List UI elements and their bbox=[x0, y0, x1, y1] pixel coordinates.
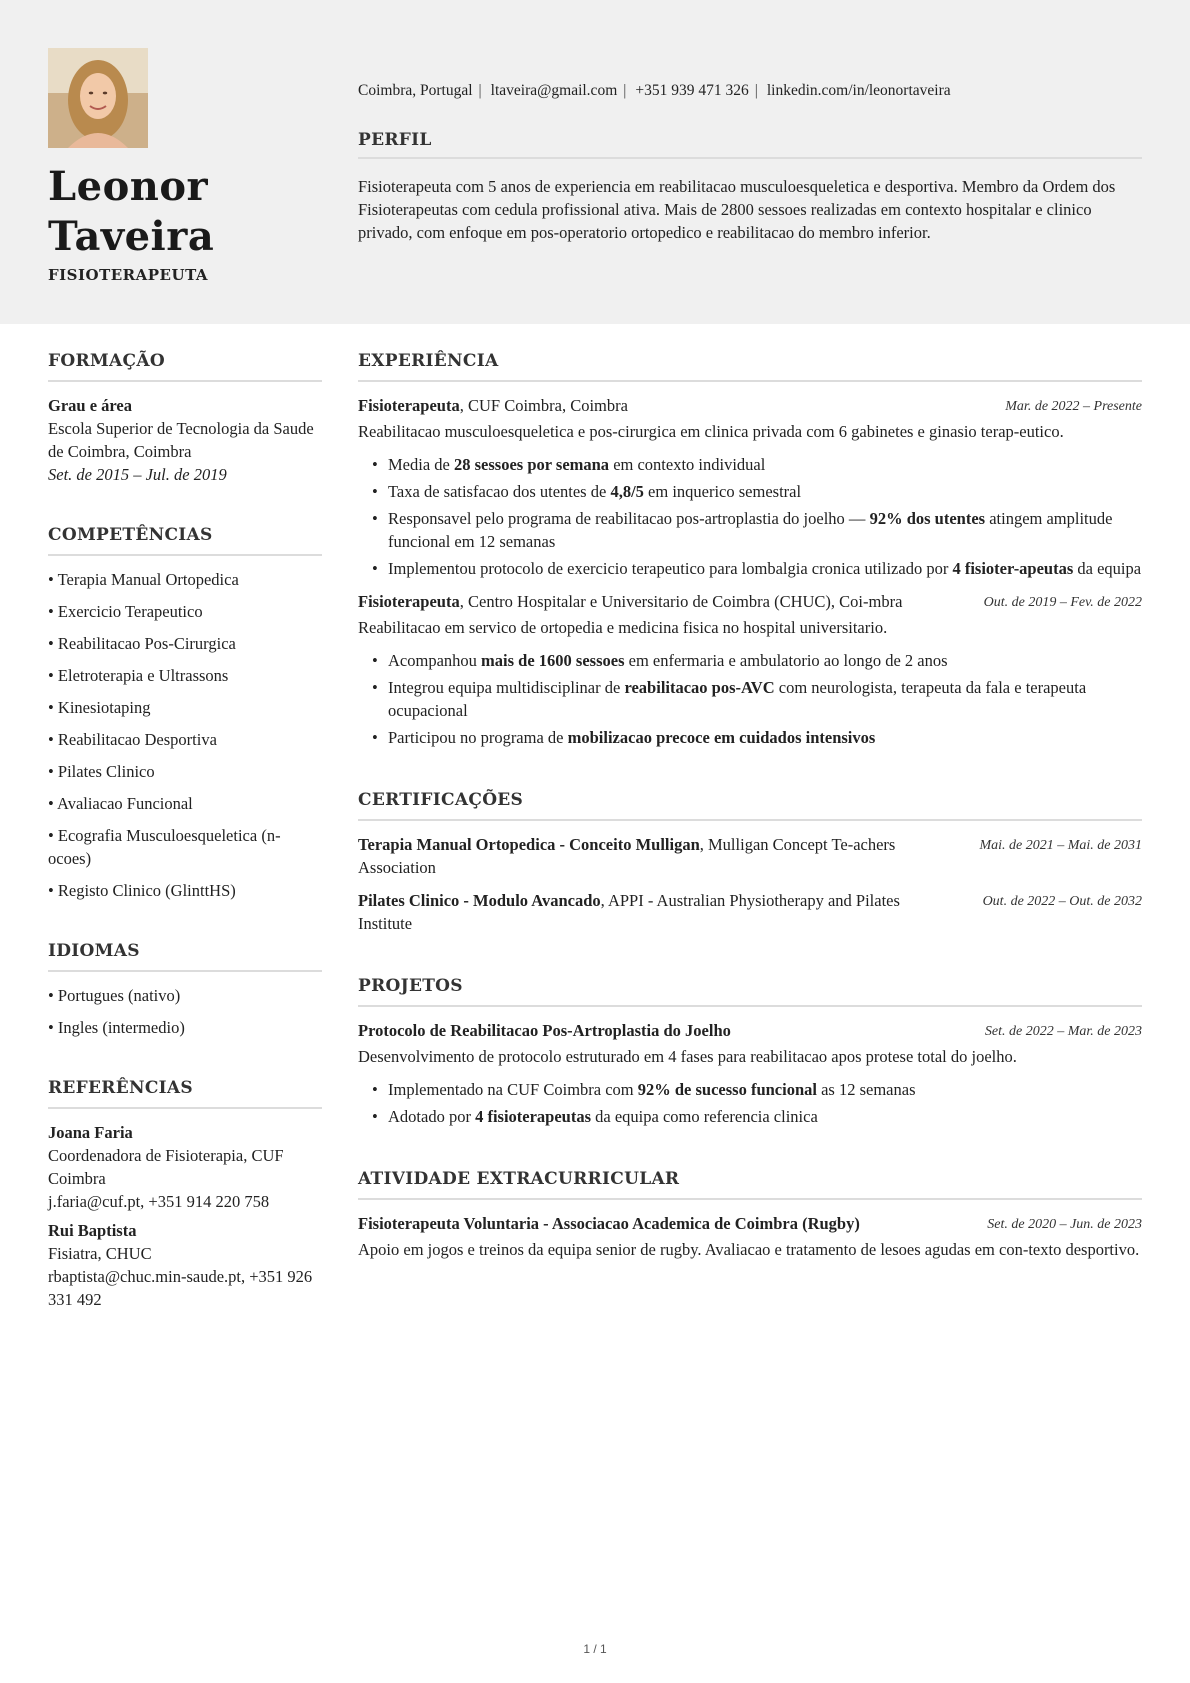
certifications-title: CERTIFICAÇÕES bbox=[358, 789, 1142, 821]
experience-dates: Out. de 2019 – Fev. de 2022 bbox=[983, 595, 1142, 610]
extracurricular-entry bbox=[358, 1212, 1142, 1261]
extracurricular-title: ATIVIDADE EXTRACURRICULAR bbox=[358, 1168, 1142, 1200]
reference-name: Rui Baptista bbox=[48, 1221, 137, 1240]
contact-location: Coimbra, Portugal bbox=[358, 82, 473, 99]
bullet-item: • Taxa de satisfacao dos utentes de 4,8/5 em inquerico semestral bbox=[372, 480, 1142, 503]
bullet-item: • Implementou protocolo de exercicio terapeutico para lombalgia cronica utilizado por 4 fisioter-apeutas da equipa bbox=[372, 557, 1142, 580]
contact-separator: | bbox=[478, 82, 482, 99]
languages-list bbox=[48, 984, 322, 1039]
name-first: Leonor bbox=[48, 163, 209, 210]
experience-bullets bbox=[372, 453, 1142, 580]
header bbox=[0, 0, 1190, 324]
project-desc: Desenvolvimento de protocolo estruturado em 4 fases para reabilitacao apos protese total do joelho. bbox=[358, 1047, 1017, 1066]
education-school: Escola Superior de Tecnologia da Saude de Coimbra, Coimbra bbox=[48, 419, 314, 461]
skill-item: • Reabilitacao Desportiva bbox=[48, 728, 322, 751]
bullet-item: • Integrou equipa multidisciplinar de reabilitacao pos-AVC com neurologista, terapeuta da fala e terapeuta ocupacional bbox=[372, 676, 1142, 722]
portrait-image bbox=[48, 48, 148, 148]
skill-item: • Pilates Clinico bbox=[48, 760, 322, 783]
certification-org: , APPI - Australian Physiotherapy and Pilates Institute bbox=[358, 891, 900, 933]
certification-name: Terapia Manual Ortopedica - Conceito Mulligan bbox=[358, 835, 700, 854]
bullet-item: • Media de 28 sessoes por semana em contexto individual bbox=[372, 453, 1142, 476]
contact-line bbox=[358, 82, 951, 100]
extracurricular-desc: Apoio em jogos e treinos da equipa senior de rugby. Avaliacao e tratamento de lesoes agudas em con-texto desportivo. bbox=[358, 1240, 1140, 1259]
contact-phone: +351 939 471 326 bbox=[635, 82, 749, 99]
certification-entry bbox=[358, 889, 1142, 935]
languages-title: IDIOMAS bbox=[48, 940, 322, 972]
education-degree: Grau e área bbox=[48, 396, 133, 415]
project-entry bbox=[358, 1019, 1142, 1128]
certifications-section bbox=[358, 789, 1142, 935]
skill-item: • Reabilitacao Pos-Cirurgica bbox=[48, 632, 322, 655]
experience-desc: Reabilitacao musculoesqueletica e pos-cirurgica em clinica privada com 6 gabinetes e ginasio terap-eutico. bbox=[358, 422, 1064, 441]
extracurricular-section bbox=[358, 1168, 1142, 1261]
experience-desc: Reabilitacao em servico de ortopedia e medicina fisica no hospital universitario. bbox=[358, 618, 888, 637]
languages-section bbox=[48, 940, 322, 1039]
skills-section bbox=[48, 524, 322, 902]
certification-dates: Mai. de 2021 – Mai. de 2031 bbox=[979, 838, 1142, 853]
education-section bbox=[48, 350, 322, 486]
language-item: • Ingles (intermedio) bbox=[48, 1016, 322, 1039]
profile-section bbox=[358, 130, 1142, 244]
experience-dates: Mar. de 2022 – Presente bbox=[1005, 399, 1142, 414]
skill-item: • Terapia Manual Ortopedica bbox=[48, 568, 322, 591]
profile-title: PERFIL bbox=[358, 130, 1142, 159]
bullet-item: • Implementado na CUF Coimbra com 92% de sucesso funcional as 12 semanas bbox=[372, 1078, 1142, 1101]
project-bullets bbox=[372, 1078, 1142, 1128]
reference-role: Coordenadora de Fisioterapia, CUF Coimbra bbox=[48, 1146, 284, 1188]
references-section bbox=[48, 1077, 322, 1311]
candidate-name bbox=[48, 162, 214, 262]
reference-item bbox=[48, 1121, 322, 1213]
experience-entry bbox=[358, 394, 1142, 580]
profile-text: Fisioterapeuta com 5 anos de experiencia em reabilitacao musculoesqueletica e desportiva. Membro da Ordem dos Fisioterapeutas com cedula profissional ativa. Mais de 2800 sessoes realizadas em contexto hospitalar e clinico privado, com enfoque em pos-operatorio ortopedico e reabilitacao do membro inferior. bbox=[358, 177, 1116, 242]
right-column bbox=[358, 350, 1142, 1301]
experience-org: , Centro Hospitalar e Universitario de Coimbra (CHUC), Coi-mbra bbox=[459, 592, 903, 611]
certification-name: Pilates Clinico - Modulo Avancado bbox=[358, 891, 601, 910]
bullet-item: • Responsavel pelo programa de reabilitacao pos-artroplastia do joelho — 92% dos utentes atingem amplitude funcional em 12 semanas bbox=[372, 507, 1142, 553]
contact-linkedin[interactable]: linkedin.com/in/leonortaveira bbox=[766, 82, 951, 99]
profile-photo bbox=[48, 48, 148, 148]
extracurricular-dates: Set. de 2020 – Jun. de 2023 bbox=[987, 1217, 1142, 1232]
name-last: Taveira bbox=[48, 213, 215, 260]
extracurricular-name: Fisioterapeuta Voluntaria - Associacao Academica de Coimbra (Rugby) bbox=[358, 1214, 860, 1233]
job-title: FISIOTERAPEUTA bbox=[48, 266, 209, 284]
references-title: REFERÊNCIAS bbox=[48, 1077, 322, 1109]
skill-item: • Avaliacao Funcional bbox=[48, 792, 322, 815]
project-dates: Set. de 2022 – Mar. de 2023 bbox=[984, 1024, 1142, 1039]
skill-item: • Kinesiotaping bbox=[48, 696, 322, 719]
experience-role: Fisioterapeuta bbox=[358, 592, 460, 611]
reference-contact: rbaptista@chuc.min-saude.pt, +351 926 331 492 bbox=[48, 1267, 313, 1309]
education-dates: Set. de 2015 – Jul. de 2019 bbox=[48, 465, 227, 484]
language-item: • Portugues (nativo) bbox=[48, 984, 322, 1007]
reference-name: Joana Faria bbox=[48, 1123, 133, 1142]
experience-title: EXPERIÊNCIA bbox=[358, 350, 1142, 382]
experience-entry bbox=[358, 590, 1142, 749]
bullet-item: • Adotado por 4 fisioterapeutas da equipa como referencia clinica bbox=[372, 1105, 1142, 1128]
skill-item: • Eletroterapia e Ultrassons bbox=[48, 664, 322, 687]
certification-dates: Out. de 2022 – Out. de 2032 bbox=[982, 894, 1142, 909]
contact-email[interactable]: ltaveira@gmail.com bbox=[490, 82, 618, 99]
skills-title: COMPETÊNCIAS bbox=[48, 524, 322, 556]
bullet-item: • Acompanhou mais de 1600 sessoes em enfermaria e ambulatorio ao longo de 2 anos bbox=[372, 649, 1142, 672]
bullet-item: • Participou no programa de mobilizacao precoce em cuidados intensivos bbox=[372, 726, 1142, 749]
reference-role: Fisiatra, CHUC bbox=[48, 1244, 152, 1263]
skills-list bbox=[48, 568, 322, 902]
skill-item: • Ecografia Musculoesqueletica (n-ocoes) bbox=[48, 824, 322, 870]
skill-item: • Exercicio Terapeutico bbox=[48, 600, 322, 623]
contact-separator: | bbox=[754, 82, 758, 99]
experience-role: Fisioterapeuta bbox=[358, 396, 460, 415]
page-number: 1 / 1 bbox=[583, 1642, 607, 1656]
contact-separator: | bbox=[623, 82, 627, 99]
experience-bullets bbox=[372, 649, 1142, 749]
projects-title: PROJETOS bbox=[358, 975, 1142, 1007]
certification-org: , Mulligan Concept Te-achers Association bbox=[358, 835, 896, 877]
education-title: FORMAÇÃO bbox=[48, 350, 322, 382]
skill-item: • Registo Clinico (GlinttHS) bbox=[48, 879, 322, 902]
experience-section bbox=[358, 350, 1142, 749]
reference-item bbox=[48, 1219, 322, 1311]
reference-contact: j.faria@cuf.pt, +351 914 220 758 bbox=[48, 1192, 270, 1211]
left-column bbox=[48, 350, 322, 1349]
project-name: Protocolo de Reabilitacao Pos-Artroplastia do Joelho bbox=[358, 1021, 731, 1040]
certification-entry bbox=[358, 833, 1142, 879]
experience-org: , CUF Coimbra, Coimbra bbox=[459, 396, 628, 415]
projects-section bbox=[358, 975, 1142, 1128]
